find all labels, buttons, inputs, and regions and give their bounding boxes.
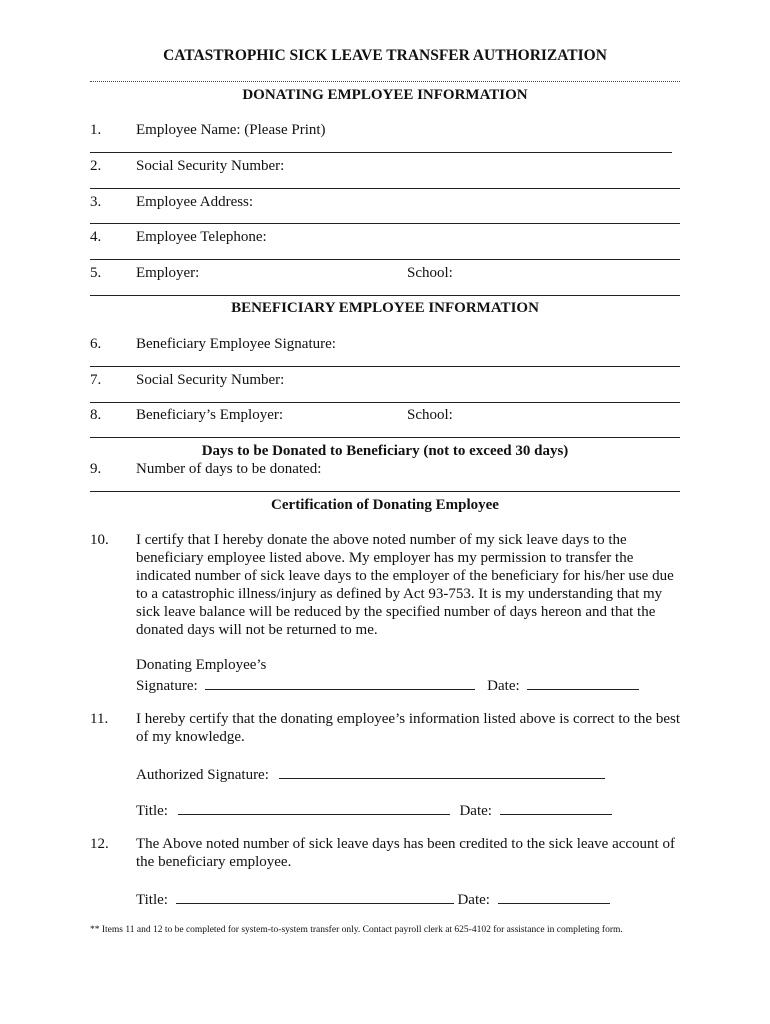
date-label-12: Date: (457, 892, 490, 908)
item-number-6: 6. (90, 336, 102, 352)
donor-date-field[interactable] (527, 675, 639, 690)
donor-signature-label: Signature: (136, 678, 198, 694)
footnote: ** Items 11 and 12 to be completed for system-to-system transfer only. Contact payroll clerk at 625-4102 for assistance in completing form. (90, 925, 623, 935)
donor-date-label: Date: (487, 678, 520, 694)
date-label-11: Date: (459, 803, 492, 819)
school-label: School: (407, 265, 453, 281)
title-field-11[interactable] (178, 800, 450, 815)
authorized-signature-label: Authorized Signature: (136, 767, 269, 783)
beneficiary-employer-label: Beneficiary’s Employer: (136, 407, 284, 423)
beneficiary-section-header: BENEFICIARY EMPLOYEE INFORMATION (231, 300, 539, 316)
title-row-12 (136, 889, 610, 909)
certification-header: Certification of Donating Employee (271, 497, 499, 513)
date-field-12[interactable] (498, 889, 610, 904)
item-number-11: 11. (90, 711, 109, 727)
donor-signature-field[interactable] (205, 675, 475, 690)
employee-telephone-field[interactable] (90, 259, 680, 260)
item-number-3: 3. (90, 194, 102, 210)
employee-name-label: Employee Name: (Please Print) (136, 122, 326, 138)
beneficiary-employer-school-field[interactable] (90, 437, 680, 438)
date-field-11[interactable] (500, 800, 612, 815)
employee-telephone-label: Employee Telephone: (136, 229, 267, 245)
donor-signature-row (136, 675, 639, 695)
title-row-11 (136, 800, 612, 820)
beneficiary-school-label: School: (407, 407, 453, 423)
title-field-12[interactable] (176, 889, 454, 904)
beneficiary-ssn-label: Social Security Number: (136, 372, 285, 388)
item-number-8: 8. (90, 407, 102, 423)
item-number-1: 1. (90, 122, 102, 138)
donation-certification-text: I certify that I hereby donate the above noted number of my sick leave days to the beneficiary employee listed above. My employer has my permission to transfer the indicated number of sick leave days to the employer of the beneficiary for his/her use due to a catastrophic illness/injury as defined by Act 93-753. It is my understanding that my sick leave balance will be reduced by the specified number of days hereon and that the donated days will not be returned to me. (136, 532, 674, 638)
donating-employee-label: Donating Employee’s (136, 657, 267, 673)
authorized-signature-row (136, 764, 605, 784)
days-donated-header: Days to be Donated to Beneficiary (not to exceed 30 days) (201, 443, 569, 459)
authorized-signature-field[interactable] (279, 764, 605, 779)
employer-school-field[interactable] (90, 295, 680, 296)
item-number-4: 4. (90, 229, 102, 245)
beneficiary-signature-label: Beneficiary Employee Signature: (136, 336, 336, 352)
title-divider (90, 81, 680, 82)
days-donated-field[interactable] (90, 491, 680, 492)
item-number-2: 2. (90, 158, 102, 174)
employee-address-label: Employee Address: (136, 194, 254, 210)
item-number-9: 9. (90, 461, 102, 477)
employee-name-field[interactable] (90, 152, 672, 153)
beneficiary-signature-field[interactable] (90, 366, 680, 367)
donor-ssn-label: Social Security Number: (136, 158, 285, 174)
information-certification-text: I hereby certify that the donating employee’s information listed above is correct to the best of my knowledge. (136, 711, 680, 745)
employee-address-field[interactable] (90, 223, 680, 224)
donor-ssn-field[interactable] (90, 188, 680, 189)
item-number-7: 7. (90, 372, 102, 388)
form-title: CATASTROPHIC SICK LEAVE TRANSFER AUTHORIZATION (163, 47, 607, 64)
donating-section-header: DONATING EMPLOYEE INFORMATION (242, 87, 528, 103)
item-number-10: 10. (90, 532, 109, 548)
credit-confirmation-text: The Above noted number of sick leave days has been credited to the sick leave account of the beneficiary employee. (136, 836, 675, 870)
days-donated-label: Number of days to be donated: (136, 461, 322, 477)
item-number-12: 12. (90, 836, 109, 852)
beneficiary-ssn-field[interactable] (90, 402, 680, 403)
employer-label: Employer: (136, 265, 200, 281)
item-number-5: 5. (90, 265, 102, 281)
title-label-12: Title: (136, 892, 168, 908)
title-label-11: Title: (136, 803, 168, 819)
